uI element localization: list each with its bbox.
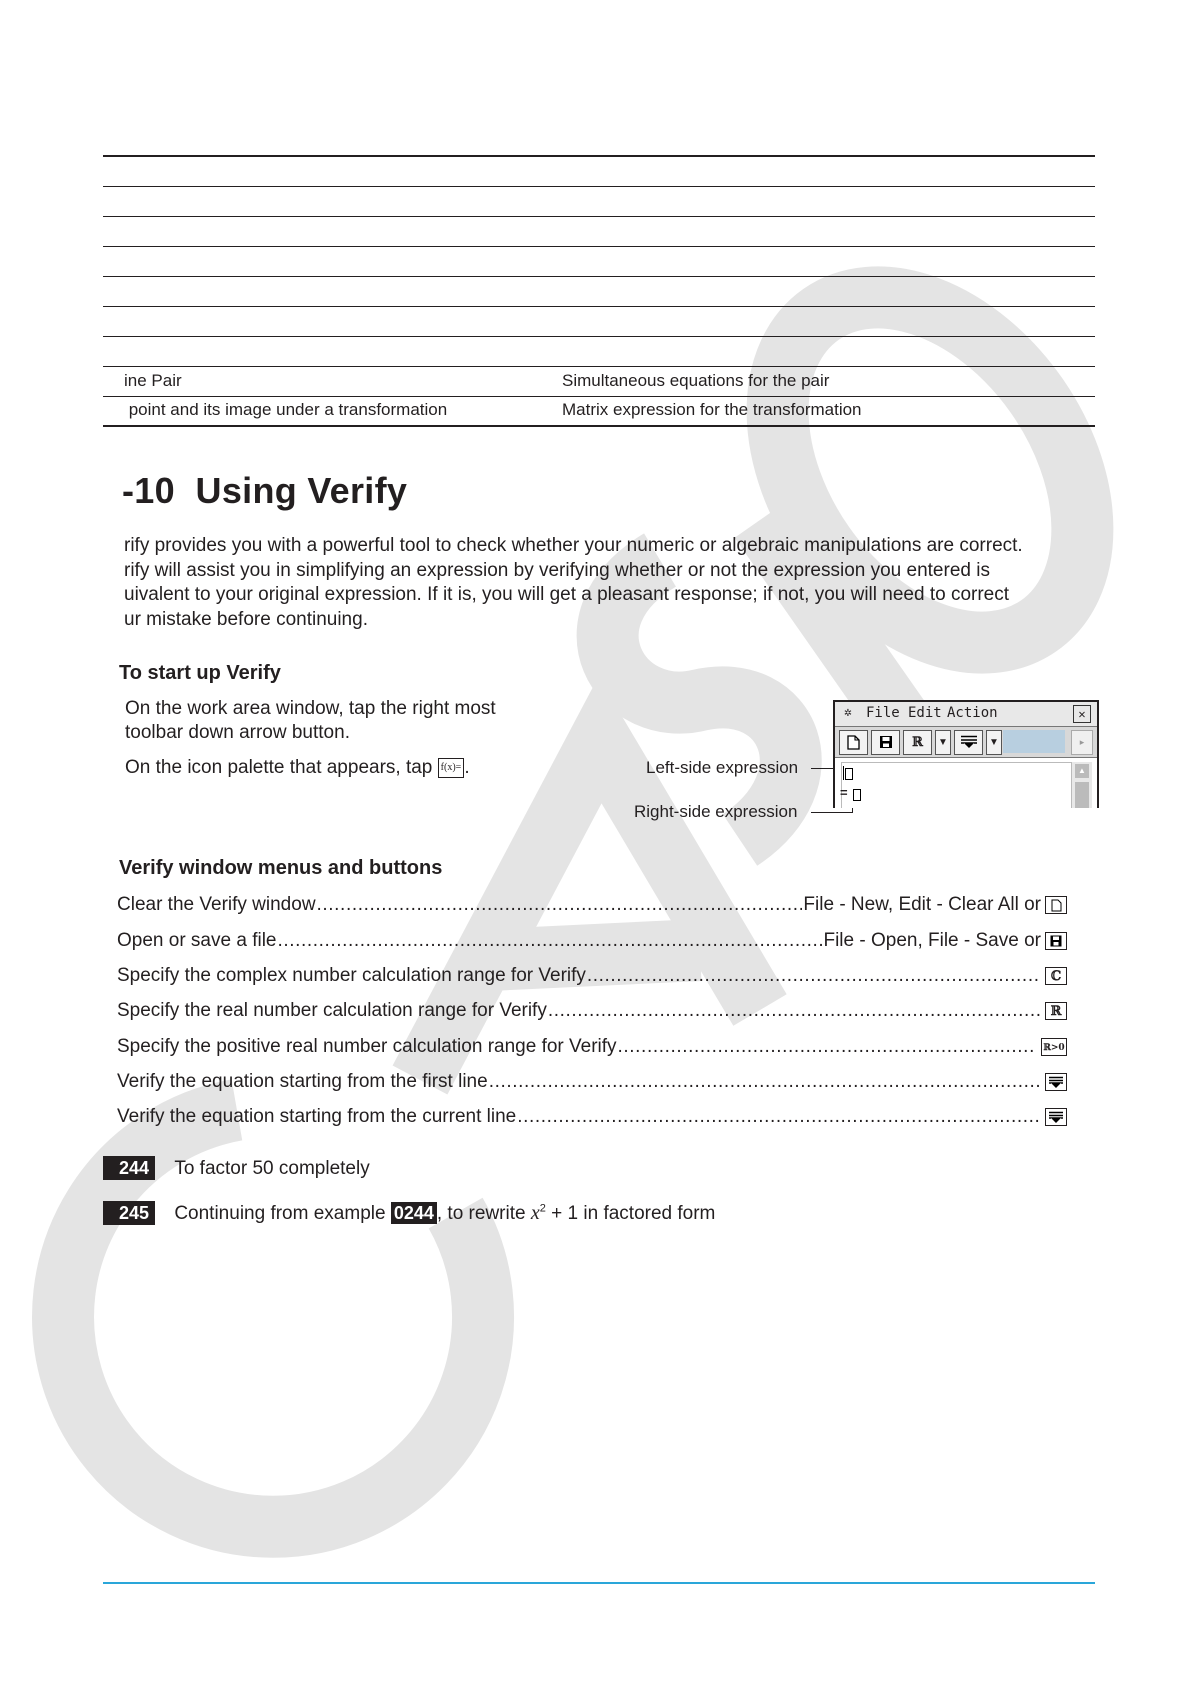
footer-rule [103,1582,1095,1584]
example-number: 245 [103,1201,155,1225]
scroll-right-icon[interactable]: ▸ [1071,730,1093,755]
verify-first-icon [1045,1073,1067,1091]
save-icon[interactable] [871,730,900,755]
work-area[interactable] [835,758,1097,808]
equals-sign: = [840,785,848,800]
step-2 [125,756,470,780]
step-1-line-2: toolbar down arrow button. [125,722,350,743]
menu-row: Specify the positive real number calculation range for Verify ..... ℝ>0 [117,1034,1067,1060]
right-side-box[interactable] [853,789,861,801]
step-2-text: On the icon palette that appears, tap [125,757,433,778]
intro-line: rify will assist you in simplifying an expression by verifying whether or not the expression you entered is [124,559,990,581]
verify-current-icon [1045,1108,1067,1126]
example-244 [103,1156,370,1180]
chevron-down-icon[interactable]: ▼ [986,730,1002,755]
save-icon [1045,932,1067,950]
menu-row: Open or save a file ..... File - Open, File - Save or [117,928,1067,954]
cursor [843,766,844,780]
table-cell: point and its image under a transformation [124,400,448,419]
menus-heading: Verify window menus and buttons [119,857,443,879]
close-icon[interactable]: ✕ [1073,705,1091,723]
left-side-box[interactable] [845,768,853,780]
scrollbar[interactable] [1071,762,1092,808]
verify-icon[interactable] [954,730,983,755]
menu-edit[interactable]: Edit [908,705,942,721]
menu-row: Specify the real number calculation range for Verify ..... ℝ [117,998,1067,1024]
new-icon[interactable] [839,730,868,755]
example-ref: 0244 [391,1202,437,1224]
table-cell: ine Pair [124,371,182,390]
example-text: Continuing from example [174,1203,386,1224]
toolbar [835,727,1097,758]
intro-line: uivalent to your original expression. If it is, you will get a pleasant response; if not, you will need to correct [124,584,1010,605]
intro-paragraph [124,534,1084,632]
real-icon: ℝ [1045,1002,1067,1020]
menu-row: Verify the equation starting from the first line ..... [117,1069,1067,1095]
chevron-down-icon[interactable]: ▼ [935,730,951,755]
table-cell: Matrix expression for the transformation [562,400,862,419]
section-title: -10 Using Verify [122,470,408,511]
math-variable: x [530,1202,540,1224]
left-side-label: Left-side expression [646,758,799,777]
menu-row: Verify the equation starting from the current line ..... [117,1104,1067,1130]
table-cell: Simultaneous equations for the pair [562,371,830,390]
menu-bar [835,702,1097,727]
step-2-end: . [464,757,470,778]
right-side-label: Right-side expression [634,802,798,821]
complex-icon: ℂ [1045,967,1067,985]
startup-heading: To start up Verify [119,662,281,684]
verify-fx-icon: f(x)= [438,758,465,778]
step-1-line-1: On the work area window, tap the right most [125,698,496,719]
example-number: 244 [103,1156,155,1180]
menu-action[interactable]: Action [947,705,998,721]
example-245: 245 Continuing from example 0244 , to rewrite $x^2 + 1$ in factored form [103,1201,715,1225]
real-icon[interactable]: ℝ [903,730,932,755]
intro-line: ur mistake before continuing. [124,608,368,630]
example-text: To factor 50 completely [174,1158,370,1179]
menu-row: Specify the complex number calculation range for Verify ..... ℂ [117,963,1067,989]
positive-real-icon: ℝ>0 [1041,1038,1067,1056]
menu-row: Clear the Verify window ..... File - New, Edit - Clear All or [117,892,1067,918]
menu-file[interactable]: File [866,705,900,721]
new-icon [1045,896,1067,914]
scroll-up-icon[interactable]: ▲ [1075,764,1089,778]
scroll-thumb[interactable] [1075,782,1089,808]
verify-window [833,700,1099,808]
intro-line: rify provides you with a powerful tool to check whether your numeric or algebraic manipulations are correct. [124,535,1023,556]
settings-icon[interactable]: ✲ [844,705,852,720]
